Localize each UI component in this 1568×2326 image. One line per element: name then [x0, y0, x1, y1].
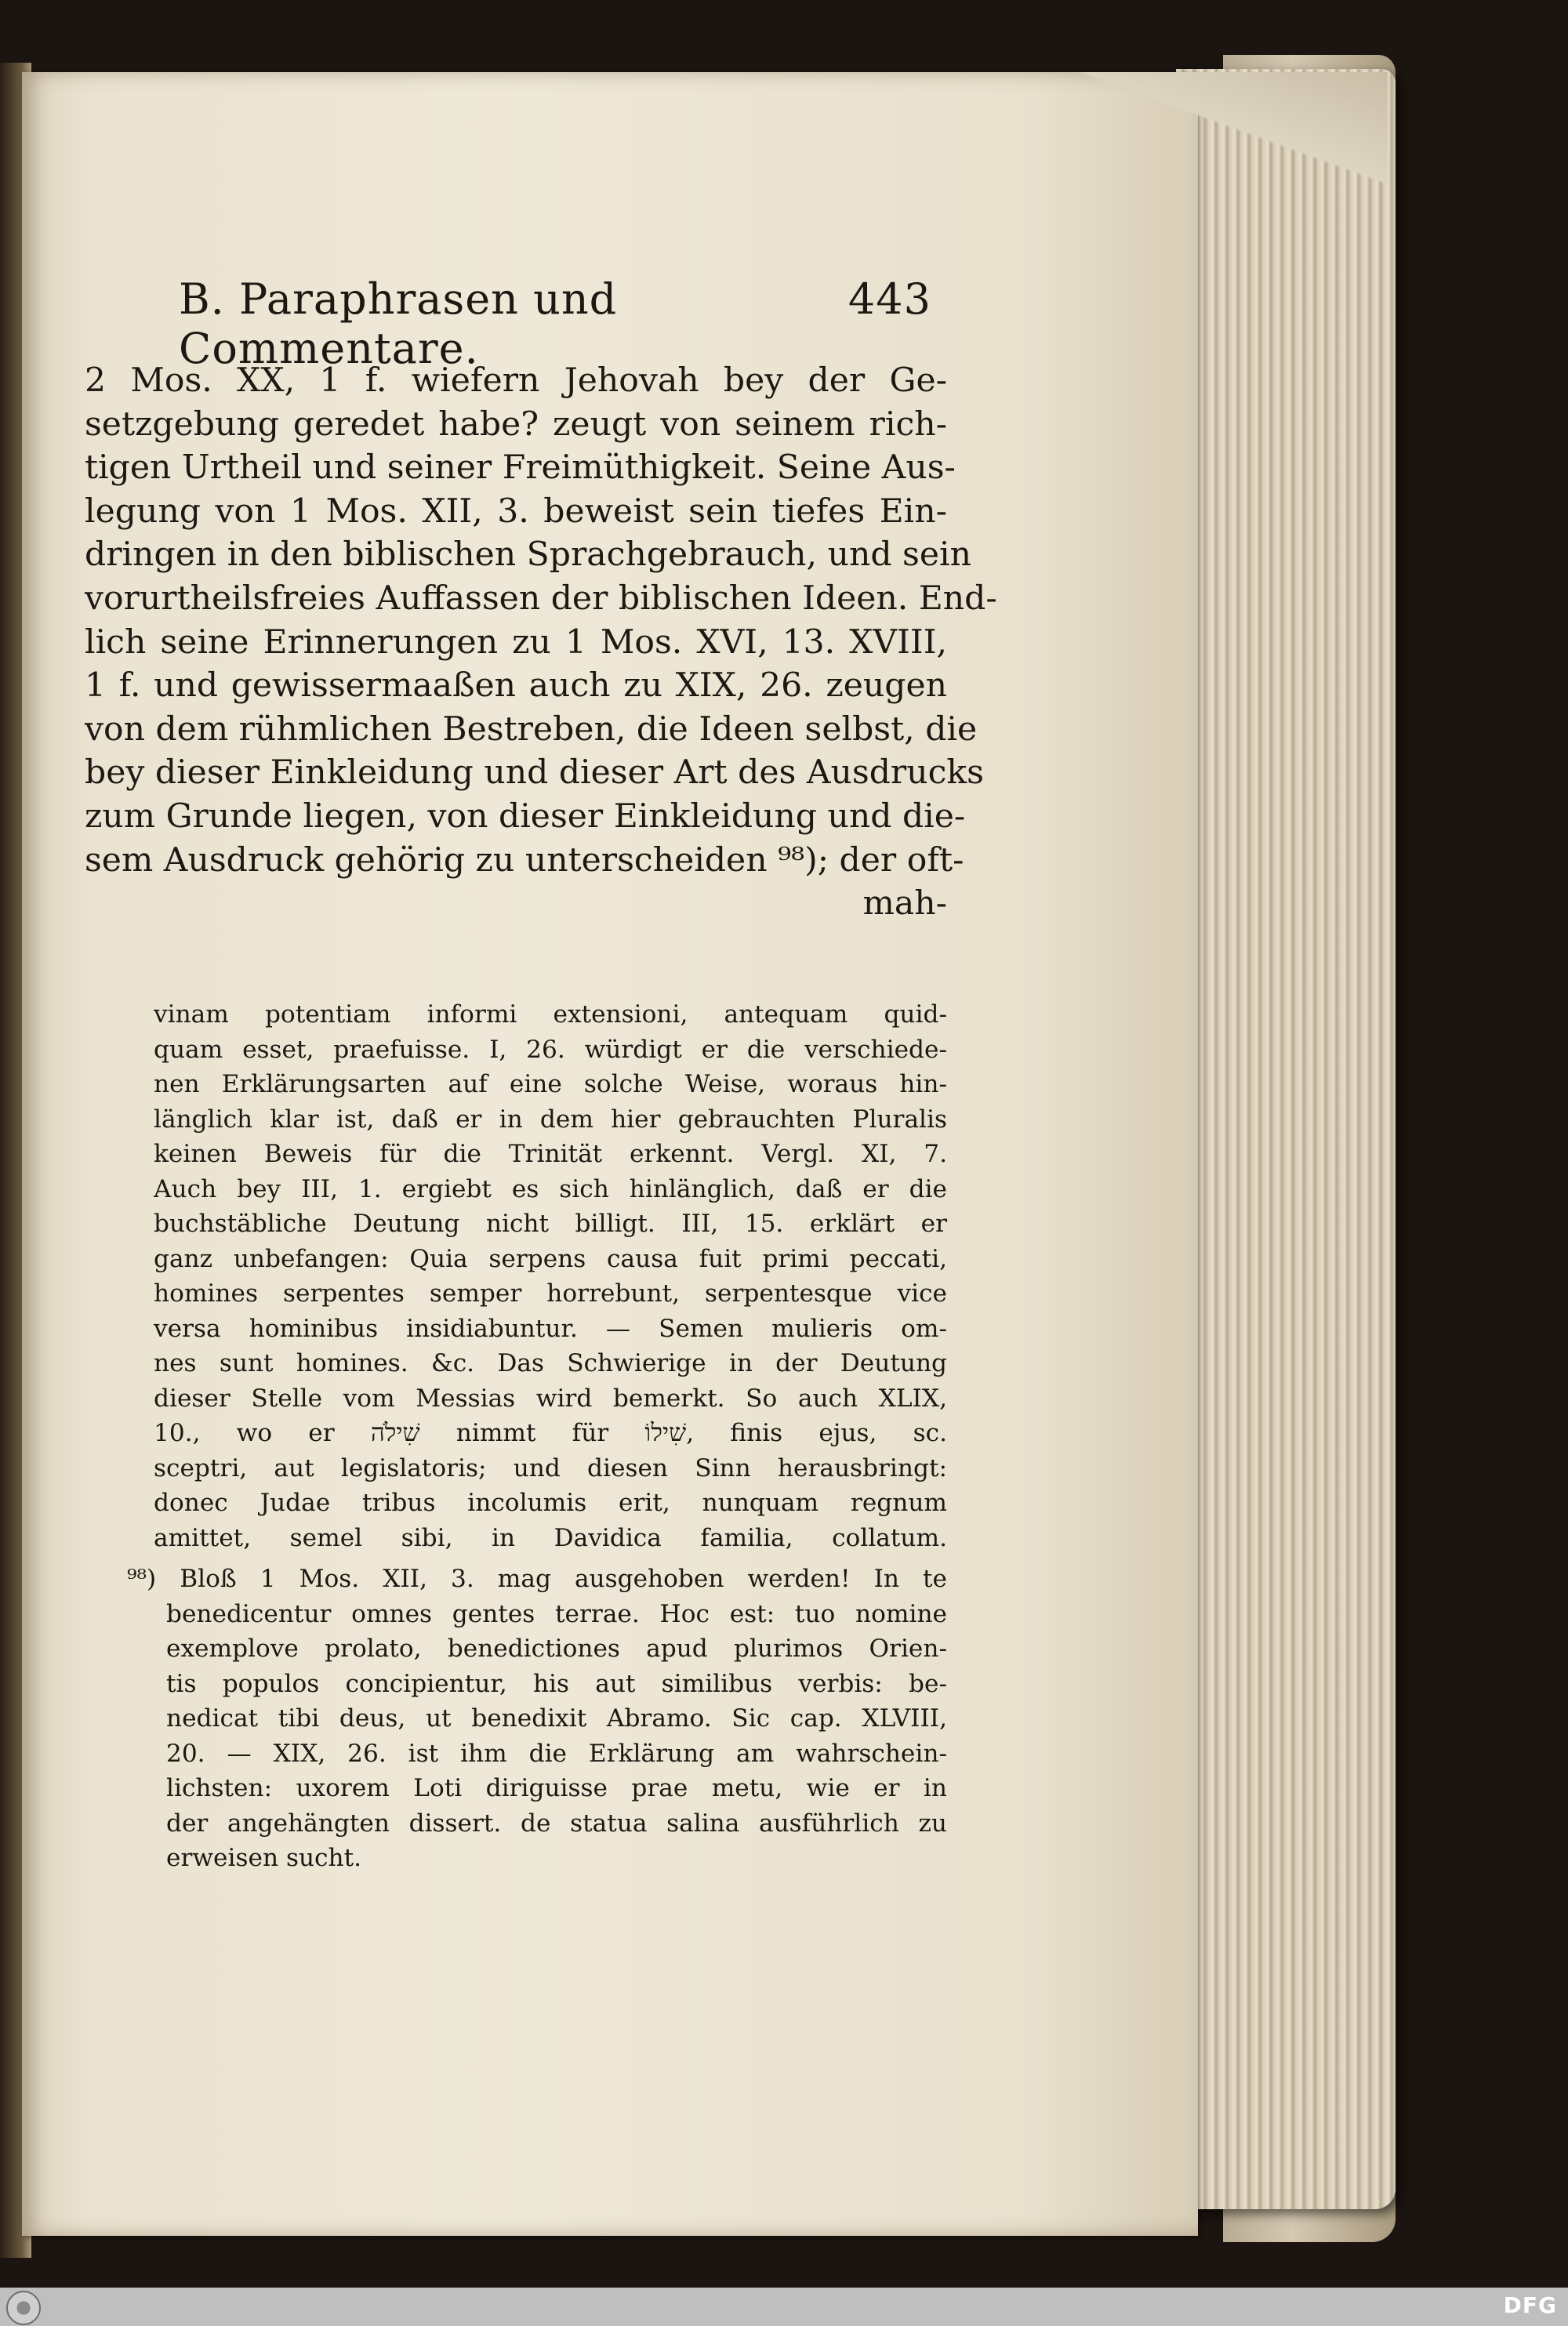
footnote-line: buchstäbliche Deutung nicht billigt. III, 15. erklärt er: [154, 1210, 947, 1238]
footnote-line: nes sunt homines. &c. Das Schwierige in der Deutung: [154, 1349, 947, 1377]
footnote-98-line: lichsten: uxorem Loti diriguisse prae metu, wie er in: [166, 1774, 947, 1802]
body-line: legung von 1 Mos. XII, 3. beweist sein tiefes Ein-: [85, 492, 947, 531]
body-line: zum Grunde liegen, von dieser Einkleidung und die-: [85, 797, 966, 836]
body-line: 1 f. und gewissermaaßen auch zu XIX, 26. zeugen: [85, 666, 947, 706]
footnote-98-line: benedicentur omnes gentes terrae. Hoc est: tuo nomine: [166, 1599, 947, 1628]
body-line: bey dieser Einkleidung und dieser Art des Ausdrucks: [85, 753, 984, 793]
body-line: setzgebung geredet habe? zeugt von seinem rich-: [85, 405, 947, 444]
body-line: von dem rühmlichen Bestreben, die Ideen selbst, die: [85, 709, 978, 749]
footnote-98-line: 20. — XIX, 26. ist ihm die Erklärung am wahrschein-: [166, 1739, 947, 1768]
footnote-line: quam esset, praefuisse. I, 26. würdigt er die verschiede-: [154, 1035, 947, 1064]
footnote-98-line: exemplove prolato, benedictiones apud plurimos Orien-: [166, 1635, 947, 1663]
footnote-line: donec Judae tribus incolumis erit, nunquam regnum: [154, 1489, 947, 1517]
body-line: sem Ausdruck gehörig zu unterscheiden ⁹⁸); der oft-: [85, 840, 964, 880]
footnote-line: sceptri, aut legislatoris; und diesen Sinn herausbringt:: [154, 1453, 947, 1482]
footnote-98: [127, 1562, 947, 1876]
viewer-bottom-bar: [0, 2288, 1568, 2326]
page-stack-edges: [1176, 69, 1396, 2209]
footnote-98-line: der angehängten dissert. de statua salina ausführlich zu: [166, 1809, 947, 1838]
footnote-line: 10., wo er שִׁילֹה nimmt für שִׁילוֹ, finis ejus, sc.: [154, 1419, 947, 1447]
main-body-text: [85, 359, 997, 926]
page-number: 443: [848, 274, 931, 324]
footnote-98-line: tis populos concipientur, his aut similibus verbis: be-: [166, 1669, 947, 1698]
dfg-logo: DFG: [1503, 2292, 1557, 2318]
footnote-line: länglich klar ist, daß er in dem hier gebrauchten Pluralis: [154, 1105, 947, 1134]
footnote-continuation: [154, 997, 947, 1555]
body-line: vorurtheilsfreies Auffassen der biblischen Ideen. End-: [85, 579, 997, 618]
body-line: tigen Urtheil und seiner Freimüthigkeit. Seine Aus-: [85, 448, 956, 488]
body-line: 2 Mos. XX, 1 f. wiefern Jehovah bey der Ge-: [85, 361, 947, 400]
footnote-line: dieser Stelle vom Messias wird bemerkt. So auch XLIX,: [154, 1384, 947, 1413]
body-line: dringen in den biblischen Sprachgebrauch, und sein: [85, 535, 971, 575]
footnote-line: nen Erklärungsarten auf eine solche Weise, woraus hin-: [154, 1070, 947, 1098]
footnote-line: Auch bey III, 1. ergiebt es sich hinlänglich, daß er die: [154, 1174, 947, 1203]
body-line: lich seine Erinnerungen zu 1 Mos. XVI, 13. XVIII,: [85, 622, 947, 662]
footnote-line: homines serpentes semper horrebunt, serpentesque vice: [154, 1279, 947, 1308]
footnote-98-line: ⁹⁸) Bloß 1 Mos. XII, 3. mag ausgehoben werden! In te: [127, 1565, 947, 1593]
footnote-98-line: erweisen sucht.: [166, 1844, 362, 1872]
footnote-line: ganz unbefangen: Quia serpens causa fuit primi peccati,: [154, 1244, 947, 1273]
footnote-line: amittet, semel sibi, in Davidica familia, collatum.: [154, 1523, 947, 1552]
footnote-line: vinam potentiam informi extensioni, antequam quid-: [154, 1000, 947, 1029]
running-head-title: B. Paraphrasen und Commentare.: [179, 274, 618, 373]
page-corner-shading: [1058, 72, 1388, 268]
footnote-line: versa hominibus insidiabuntur. — Semen mulieris om-: [154, 1314, 947, 1343]
library-seal-icon: [6, 2291, 41, 2325]
catchword: mah-: [862, 884, 947, 924]
footnote-line: keinen Beweis für die Trinität erkennt. Vergl. XI, 7.: [154, 1140, 947, 1168]
footnote-98-line: nedicat tibi deus, ut benedixit Abramo. Sic cap. XLVIII,: [166, 1704, 947, 1733]
